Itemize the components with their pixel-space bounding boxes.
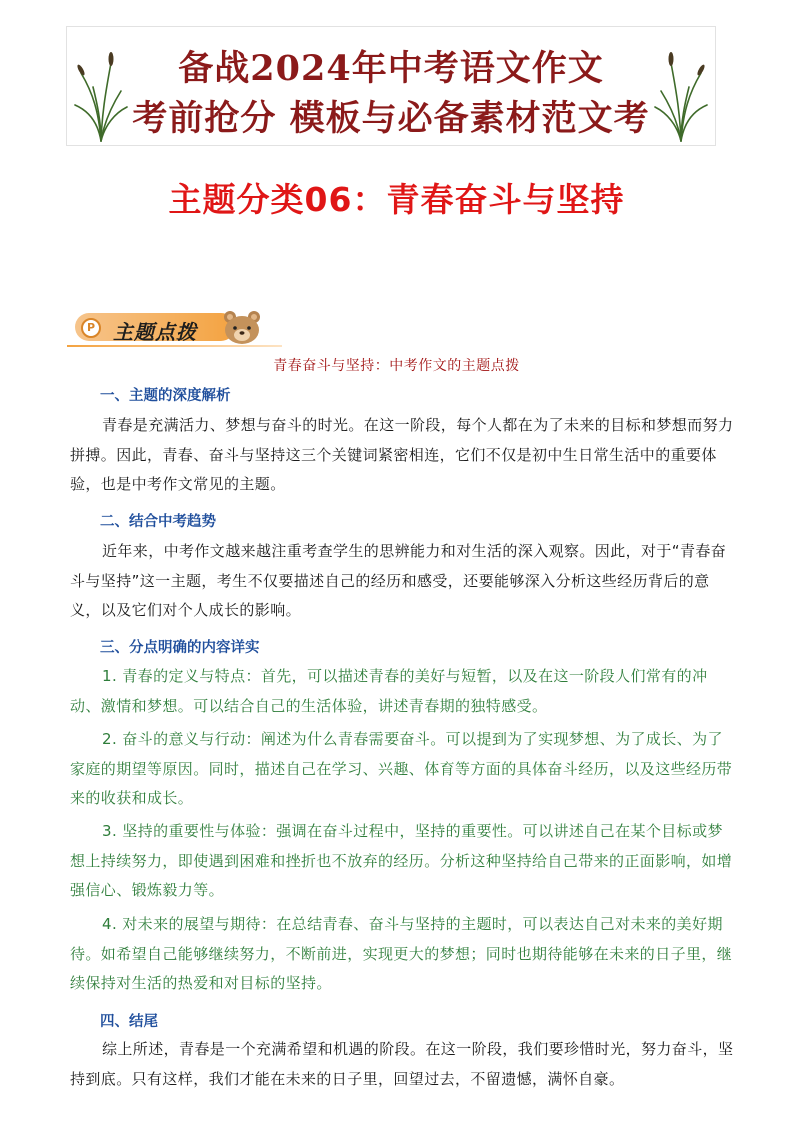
badge-label: 主题点拨 bbox=[113, 320, 197, 344]
section-paragraph-1: 青春是充满活力、梦想与奋斗的时光。在这一阶段，每个人都在为了未来的目标和梦想而努力拼搏。因此，青春、奋斗与坚持这三个关键词紧密相连，它们不仅是初中生日常生活中的重要体验，也是中考作文常见的主题。 bbox=[70, 416, 734, 493]
section-heading-4: 四、结尾 bbox=[100, 1014, 158, 1030]
grass-plant-icon bbox=[651, 43, 711, 143]
section-paragraph-2: 近年来，中考作文越来越注重考查学生的思辨能力和对生活的深入观察。因此，对于“青春奋斗与坚持”这一主题，考生不仅要描述自己的经历和感受，还要能够深入分析这些经历背后的意义，以及它们对个人成长的影响。 bbox=[70, 542, 727, 619]
point-item-3: 3. 坚持的重要性与体验：强调在奋斗过程中，坚持的重要性。可以讲述自己在某个目标或梦想上持续努力，即使遇到困难和挫折也不放弃的经历。分析这种坚持给自己带来的正面影响，如增强信心、锻炼毅力等。 bbox=[70, 822, 733, 899]
section-heading-1: 一、主题的深度解析 bbox=[100, 388, 231, 404]
section-badge bbox=[67, 308, 282, 348]
bear-mascot-icon bbox=[219, 308, 265, 344]
point-item-1: 1. 青春的定义与特点：首先，可以描述青春的美好与短暂，以及在这一阶段人们常有的冲动、激情和梦想。可以结合自己的生活体验，讲述青春期的独特感受。 bbox=[70, 667, 708, 715]
badge-p-icon: P bbox=[81, 318, 101, 338]
point-item-2: 2. 奋斗的意义与行动：阐述为什么青春需要奋斗。可以提到为了实现梦想、为了成长、为了家庭的期望等原因。同时，描述自己在学习、兴趣、体育等方面的具体奋斗经历，以及这些经历带来的收获和成长。 bbox=[70, 730, 733, 807]
badge-underline bbox=[67, 345, 282, 347]
point-item-4: 4. 对未来的展望与期待：在总结青春、奋斗与坚持的主题时，可以表达自己对未来的美好期待。如希望自己能够继续努力，不断前进，实现更大的梦想；同时也期待能够在未来的日子里，继续保持对生活的热爱和对目标的坚持。 bbox=[70, 915, 733, 992]
section-paragraph-4: 综上所述，青春是一个充满希望和机遇的阶段。在这一阶段，我们要珍惜时光，努力奋斗，坚持到底。只有这样，我们才能在未来的日子里，回望过去，不留遗憾，满怀自豪。 bbox=[70, 1040, 734, 1088]
section-heading-3: 三、分点明确的内容详实 bbox=[100, 640, 260, 656]
section-heading-2: 二、结合中考趋势 bbox=[100, 514, 216, 530]
page-title: 主题分类06：青春奋斗与坚持 bbox=[168, 180, 625, 219]
header-banner bbox=[66, 26, 716, 146]
banner-title-line1: 备战2024年中考语文作文 bbox=[178, 48, 604, 89]
banner-title-line2: 考前抢分 模板与必备素材范文考 bbox=[132, 98, 650, 139]
article-subtitle: 青春奋斗与坚持：中考作文的主题点拨 bbox=[273, 358, 520, 374]
